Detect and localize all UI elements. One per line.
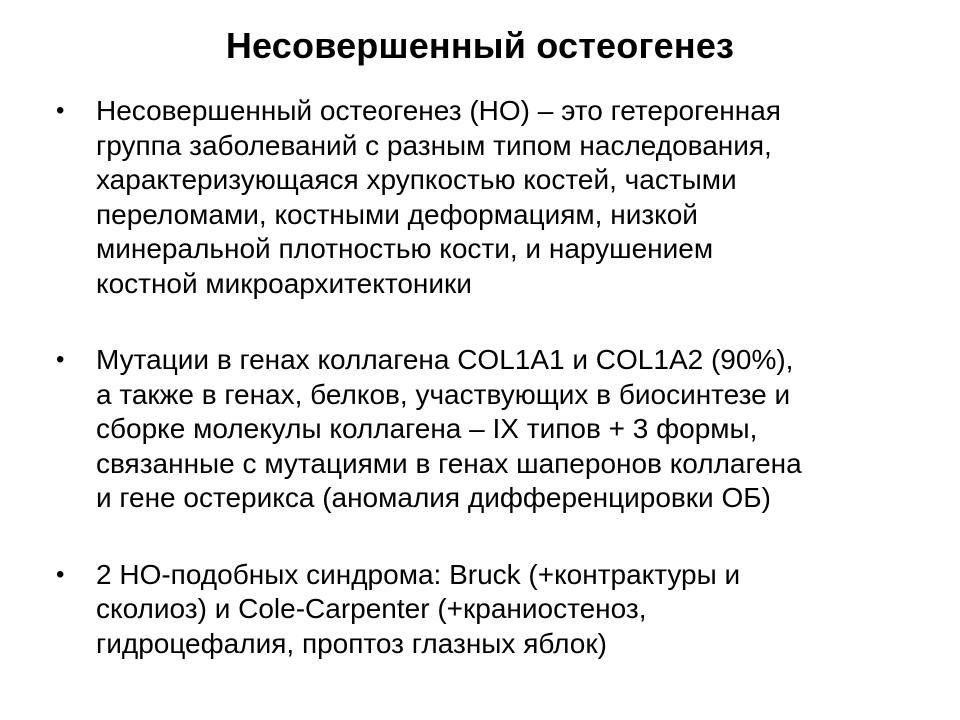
- bullet-item-syndromes: [56, 558, 936, 662]
- bullet-list: [56, 94, 936, 661]
- bullet-item-mutations: [56, 343, 936, 516]
- bullet-text-line: группа заболеваний с разным типом наследования,: [96, 129, 772, 161]
- bullet-text-line: и гене остерикса (аномалия дифференцировки ОБ): [96, 482, 771, 513]
- bullet-text-line: характеризующаяся хрупкостью костей, частыми: [96, 164, 737, 195]
- slide-title: Несовершенный остеогенез: [225, 25, 735, 66]
- bullet-text-line: костной микроархитектоники: [96, 267, 472, 299]
- bullet-text-line: Мутации в генах коллагена COL1A1 и COL1A2 (90%),: [96, 344, 794, 375]
- bullet-marker-icon: •: [56, 97, 65, 124]
- bullet-item-definition: [56, 94, 936, 301]
- bullet-text-line: гидроцефалия, проптоз глазных яблок): [96, 627, 607, 659]
- bullet-text-line: сборке молекулы коллагена – IX типов + 3 формы,: [96, 413, 758, 444]
- bullet-text-line: 2 НО-подобных синдрома: Bruck (+контрактуры и: [96, 558, 741, 590]
- bullet-text-line: а также в генах, белков, участвующих в биосинтезе и: [96, 378, 791, 410]
- bullet-text-line: Несовершенный остеогенез (НО) – это гетерогенная: [96, 95, 781, 126]
- bullet-text-line: минеральной плотностью кости, и нарушением: [96, 233, 714, 264]
- bullet-text-line: переломами, костными деформациям, низкой: [96, 198, 698, 230]
- bullet-marker-icon: •: [56, 346, 65, 373]
- bullet-text-line: связанные с мутациями в генах шаперонов коллагена: [96, 447, 802, 479]
- bullet-marker-icon: •: [56, 560, 65, 588]
- bullet-text-line: сколиоз) и Cole-Carpenter (+краниостеноз,: [96, 593, 647, 624]
